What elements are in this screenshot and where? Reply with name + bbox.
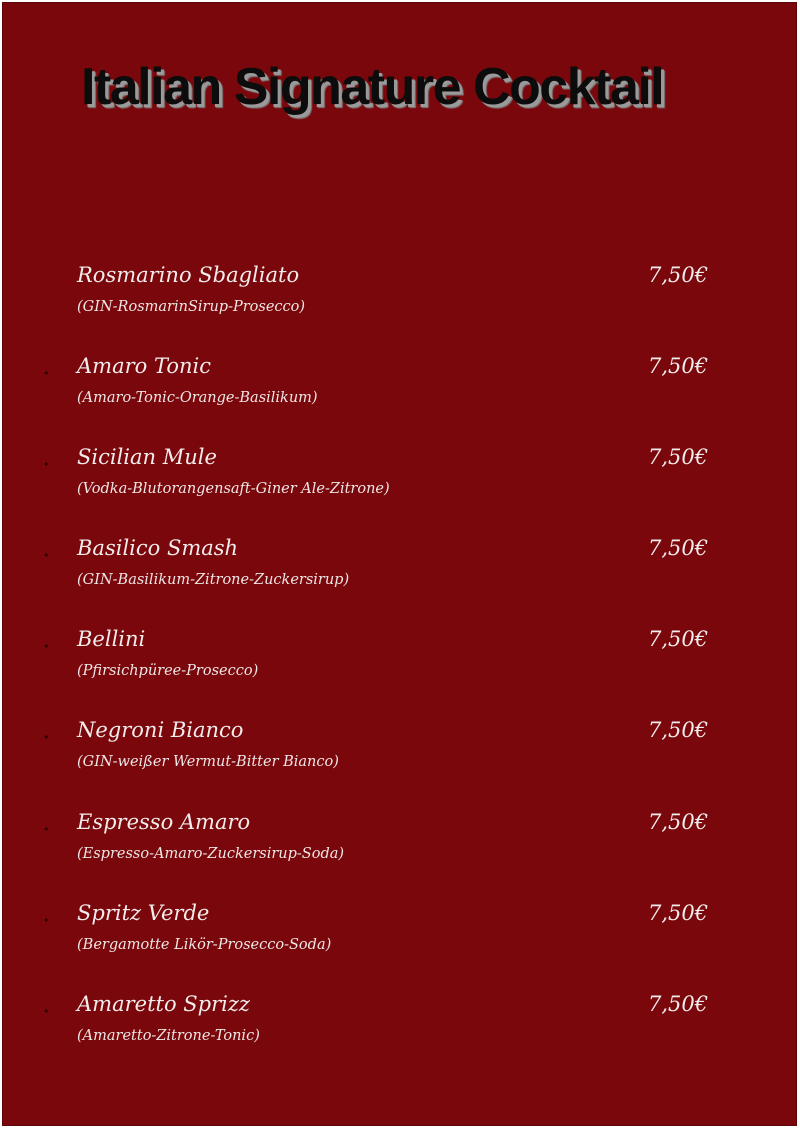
item-price: 7,50€ [648,536,709,560]
list-bullet: • [43,1005,50,1018]
menu-item-rosmarino-sbagliato [3,263,798,343]
item-name: Bellini [77,627,146,651]
item-price: 7,50€ [648,263,709,287]
menu-item-bellini [3,627,798,707]
list-bullet: • [43,367,50,380]
item-name: Amaretto Sprizz [77,992,250,1016]
list-bullet: • [43,914,50,927]
item-description: (Espresso-Amaro-Zuckersirup-Soda) [77,846,345,862]
list-bullet: • [43,458,50,471]
item-price: 7,50€ [648,901,709,925]
item-price: 7,50€ [648,627,709,651]
item-name: Amaro Tonic [77,354,211,378]
item-description: (Amaretto-Zitrone-Tonic) [77,1028,260,1044]
list-bullet: • [43,731,50,744]
item-price: 7,50€ [648,810,709,834]
item-description: (Bergamotte Likör-Prosecco-Soda) [77,937,332,953]
list-bullet: • [43,823,50,836]
menu-title: Italian Signature Cocktail [81,58,664,116]
item-price: 7,50€ [648,718,709,742]
menu-item-amaro-tonic [3,354,798,434]
item-price: 7,50€ [648,992,709,1016]
menu-item-negroni-bianco [3,718,798,798]
menu-item-espresso-amaro [3,810,798,890]
menu-item-spritz-verde [3,901,798,981]
menu-item-amaretto-sprizz [3,992,798,1072]
item-name: Espresso Amaro [77,810,251,834]
item-description: (GIN-Basilikum-Zitrone-Zuckersirup) [77,572,350,588]
item-description: (GIN-weißer Wermut-Bitter Bianco) [77,754,339,770]
item-description: (Vodka-Blutorangensaft-Giner Ale-Zitrone) [77,481,390,497]
item-description: (Amaro-Tonic-Orange-Basilikum) [77,390,318,406]
item-name: Rosmarino Sbagliato [77,263,300,287]
menu-page [2,2,797,1126]
item-description: (GIN-RosmarinSirup-Prosecco) [77,299,306,315]
item-name: Sicilian Mule [77,445,217,469]
list-bullet: • [43,549,50,562]
item-price: 7,50€ [648,445,709,469]
item-price: 7,50€ [648,354,709,378]
item-description: (Pfirsichpüree-Prosecco) [77,663,259,679]
item-name: Spritz Verde [77,901,210,925]
item-name: Basilico Smash [77,536,239,560]
menu-item-sicilian-mule [3,445,798,525]
item-name: Negroni Bianco [77,718,244,742]
menu-item-basilico-smash [3,536,798,616]
list-bullet: • [43,640,50,653]
